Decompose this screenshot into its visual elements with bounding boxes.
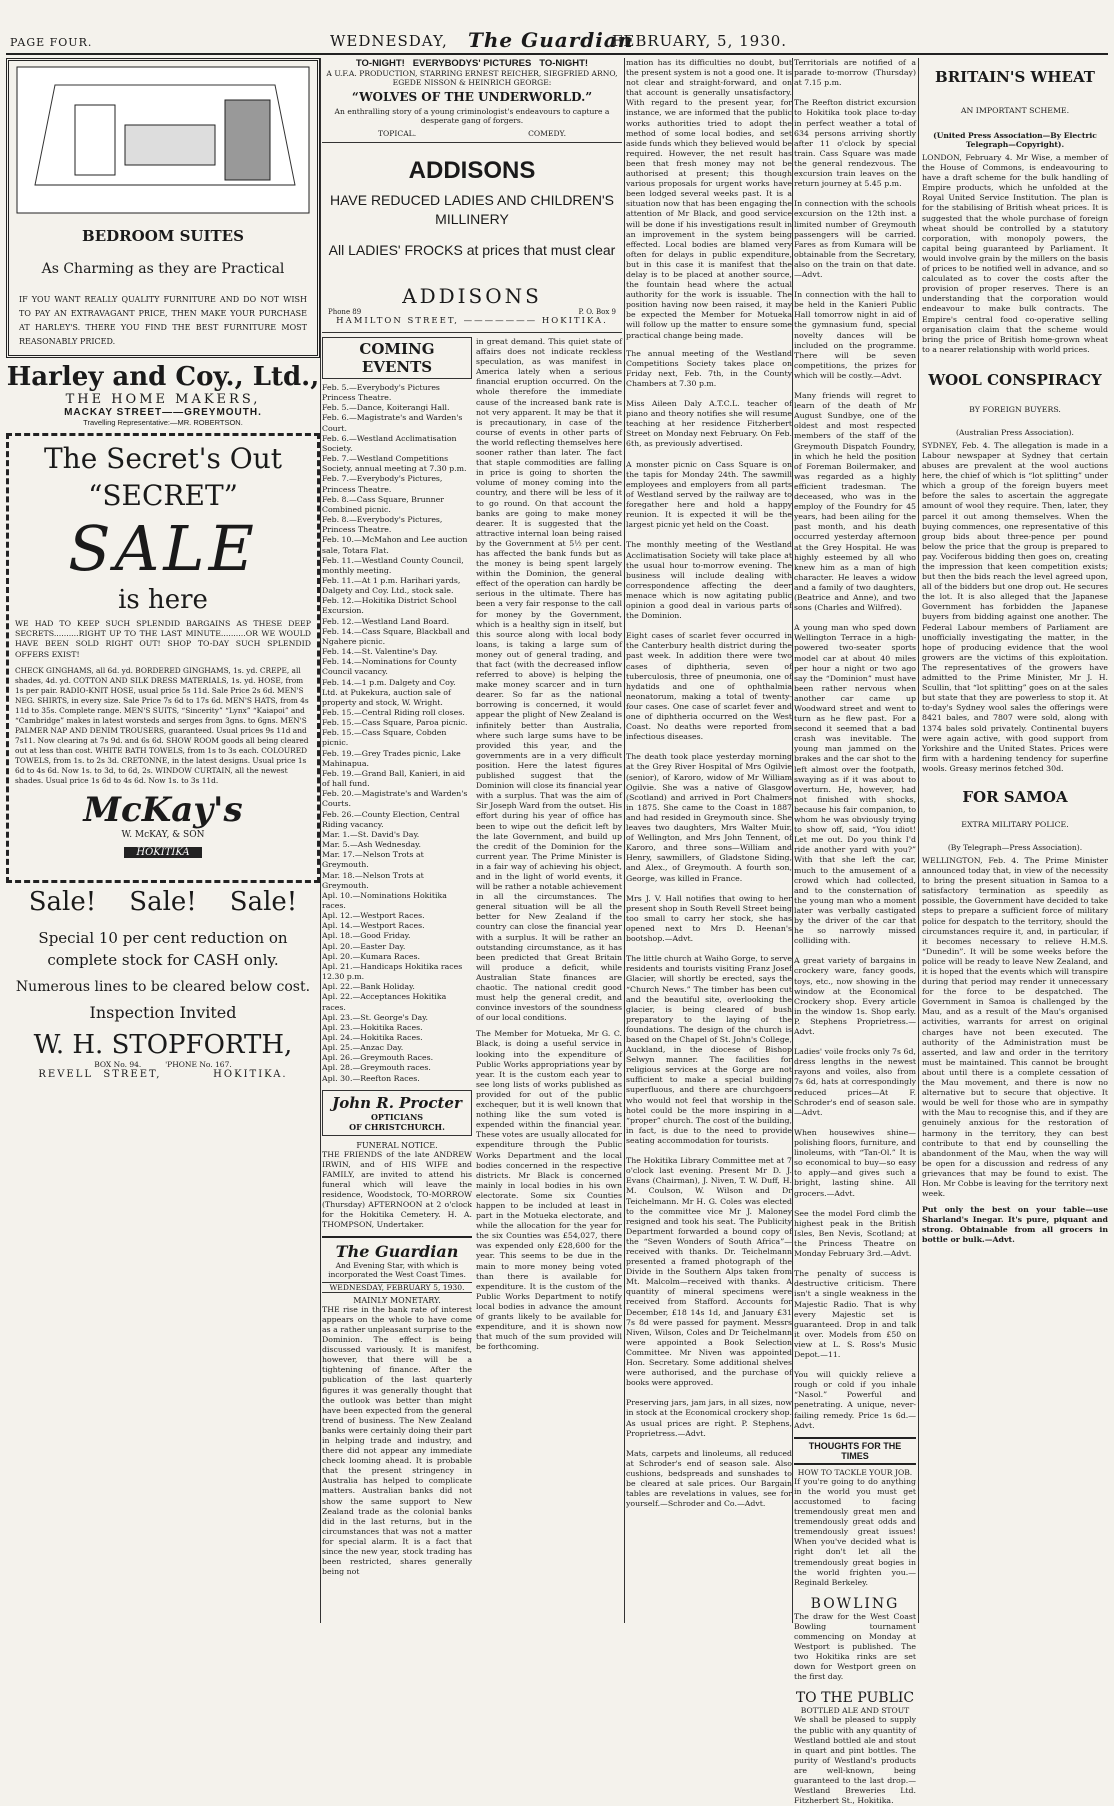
event-item: Feb. 15.—Cass Square, Cobden picnic.	[322, 728, 447, 748]
event-item: Apl. 22.—Acceptances Hokitika races.	[322, 992, 447, 1012]
event-item: Feb. 12.—Hokitika District School Excursion.	[322, 596, 457, 616]
masthead-title: The Guardian	[468, 28, 634, 52]
event-item: Feb. 15.—Central Riding roll closes.	[322, 708, 465, 717]
bowling-heading: BOWLING	[810, 1595, 900, 1612]
event-item: Feb. 14.—Cass Square, Blackball and Ngahere picnic.	[322, 626, 470, 646]
event-item: Feb. 10.—McMahon and Lee auction sale, Totara Flat.	[322, 535, 468, 555]
secret-heading: The Secret's Out	[43, 442, 283, 475]
bedroom-subtitle: As Charming as they are Practical	[41, 261, 285, 277]
event-item: Feb. 6.—Magistrate's and Warden's Court.	[322, 413, 463, 433]
guardian-sub: And Evening Star, with which is incorporated the West Coast Times.	[328, 1260, 466, 1279]
event-item: Feb. 5.—Everybody's Pictures Princess Theatre.	[322, 383, 440, 403]
event-item: Feb. 5.—Dance, Koiterangi Hall.	[322, 403, 450, 413]
page-number: PAGE FOUR.	[10, 36, 93, 49]
pictures-topical: TOPICAL.	[377, 129, 417, 138]
pictures-desc: An enthralling story of a young criminologist's endeavours to capture a desperate gang of forgers.	[334, 107, 610, 125]
editorial-column	[476, 337, 622, 1577]
harley-rep: Travelling Representative:—MR. ROBERTSON.	[83, 418, 243, 427]
column-2-lower	[322, 337, 622, 1577]
addisons-phone: Phone 89	[328, 308, 362, 316]
event-item: Feb. 26.—County Election, Central Riding vacancy.	[322, 809, 460, 829]
pictures-film: “WOLVES OF THE UNDERWORLD.”	[351, 90, 593, 104]
column-rule	[624, 58, 625, 1623]
thoughts-subheading: HOW TO TACKLE YOUR JOB.	[797, 1467, 913, 1477]
event-item: Feb. 20.—Magistrate's and Warden's Courts.	[322, 789, 468, 809]
event-item: Feb. 7.—Westland Competitions Society, annual meeting at 7.30 p.m.	[322, 454, 467, 474]
samoa-source: (By Telegraph—Press Association).	[947, 842, 1083, 852]
event-item: Apl. 25.—Anzac Day.	[322, 1043, 404, 1053]
pictures-production: A U.F.A. PRODUCTION, STARRING ERNEST REICHER, SIEGFRIED ARNO, EGEDE NISSON & HEINRICH GEORGE:	[326, 69, 618, 87]
events-column	[322, 337, 472, 1577]
thoughts-body: If you're going to do anything in the world you must get accustomed to facing tremendously great men and tremendously great odds and tremendously great issues! When you've decided what is right don't let all the tremendously great bogies in the world frighten you.—Reginald Berkeley.	[794, 1476, 916, 1587]
column-rule	[320, 58, 321, 1623]
event-item: Mar. 17.—Nelson Trots at Greymouth.	[322, 850, 424, 870]
bedroom-title: BEDROOM SUITES	[82, 227, 244, 245]
stopforth-address: BOX No. 94. 'PHONE No. 167.	[94, 1060, 232, 1069]
event-item: Mar. 18.—Nelson Trots at Greymouth.	[322, 870, 424, 890]
wheat-source: (United Press Association—By Electric Telegraph—Copyright).	[933, 131, 1097, 149]
column-2	[322, 58, 622, 1623]
bedroom-illustration	[15, 65, 311, 215]
event-item: Apl. 28.—Greymouth races.	[322, 1063, 431, 1073]
event-item: Feb. 11.—At 1 p.m. Harihari yards, Dalgety and Coy. Ltd., stock sale.	[322, 575, 461, 596]
harley-makers: THE HOME MAKERS,	[65, 392, 261, 407]
event-item: Apl. 23.—Hokitika Races.	[322, 1022, 423, 1032]
harley-street: MACKAY STREET——GREYMOUTH.	[64, 407, 262, 418]
public-body: We shall be pleased to supply the public with any quantity of Westland bottled ale and stout in quart and pint bottles. The purity of Westland's products are well-known, being guaranteed to the last drop.—Westland Breweries Ltd. Fitzherbert St., Hokitika.	[794, 1715, 916, 1806]
events-title: COMING EVENTS	[322, 337, 472, 379]
column-3-text: mation has its difficulties no doubt, but the present system is not a good one. It is not clear and straight-forward, and on that account is generally unsatisfactory. With regard to the present year, for instance, we are informed that the public works authorities tried to adopt the method of some local bodies, and set aside funds which they believed would be required. However, the net result has been that fresh money may not be authorised at present; this though various proposals for urgent works have been lodged several weeks past. It is a situation now that has been engaging the attention of Mr Black, and good service will be done if his investigations result in an improvement in the system being effected. Local bodies are blamed very often for delays in public expenditure, but in this case it is manifest that the delay is to be placed at another source, the fountain head where the actual authority for the work is issuable. The position having now been raised, it may be expected the Member for Motueka will follow up the matter to ensure some practical change being made.	[626, 58, 792, 340]
sharland-ad: Put only the best on your table—use Sharland's Inegar. It's pure, piquant and strong. Obtainable from all grocers in bottle or bulk.—Advt.	[922, 1205, 1108, 1245]
procter-name: John R. Procter	[332, 1093, 462, 1112]
column-4-news: Territorials are notified of a parade to-morrow (Thursday) at 7.15 p.m. The Reefton district excursion to Hokitika took place to-day in perfect weather a total of 634 persons arriving shortly after 11 o'clock by special train. Cass Square was made the general rendezvous. The excursion train leaves on the return journey at 5.45 p.m. In connection with the schools excursion on the 12th inst. a limited number of Greymouth passengers will be carried. Fares as from Kumara will be obtainable from the Secretary, also on the train on that date.—Advt. In connection with the hall to be held in the Kanieri Public Hall tomorrow night in aid of the gymnasium fund, special novelty dances will be included on the programme. There will be seven competitions, the prizes for which will be costly.—Advt. Many friends will regret to learn of the death of Mr August Sundbye, one of the oldest and most respected members of the staff of the Greymouth Dispatch Foundry, in which he held the position of Foreman Boilermaker, and was regarded as a highly efficient tradesman. The deceased, who was in the employ of the Foundry for 45 years, had been ailing for the past month, and his death occurred yesterday afternoon at the Grey Hospital. He was highly esteemed by all who knew him as a man of high character. He leaves a widow and a family of two daughters, (Beatrice and Anne), and two sons (Charles and Wilfred). A young man who sped down Wellington Terrace in a high-powered two-seater sports model car at about 40 miles per hour a night or two ago say the “Dominion” must have been rather nervous when another car came up Woodward street and went to turn as he flew past. For a second it seemed that a bad crash was inevitable. The young man jammed on the brakes and the car shot to the left almost over the footpath, swaying as if it was about to overturn. He, however, had not finished with shocks, because his fair companion, to whom he was obviously trying to show off, said, “You idiot! Let me out. Do you think I'd ride another yard with you?” With that she left the car, much to the amusement of a crowd which had collected, and to the consternation of the young man who a moment later was verbally castigated by the driver of the car that he so narrowly missed colliding with. A great variety of bargains in crockery ware, fancy goods, toys, etc., now showing in the window at the Economical Crockery shop. Every article in the window 1s. Shop early. P. Stephens Proprietress.—Advt. Ladies' voile frocks only 7s 6d, dress lengths in the newest rayons and voiles, also from 7s 6d, hats at correspondingly reduced prices—At F. Schroder's end of season sale.—Advt. When housewives shine—polishing floors, furniture, and linoleums, with “Tan-Ol.” It is so economical to buy—so easy to apply—and gives such a bright, lasting shine. All grocers.—Advt. See the model Ford climb the highest peak in the British Isles, Ben Nevis, Scotland; at the Princess Theatre on Monday February 3rd.—Advt. The penalty of success is destructive criticism. There isn't a single weakness in the Majestic Radio. That is why every Majestic set is guaranteed. Drop in and talk it over. Models from £50 on view at L. S. Ross's Music Depot.—11. You will quickly relieve a rough or cold if you inhale “Nasol.” Powerful and penetrating. A unique, never-failing remedy. Price 1s 6d.—Advt.	[794, 58, 916, 1430]
masthead-day: WEDNESDAY,	[330, 32, 448, 50]
stopforth-street: REVELL STREET, HOKITIKA.	[38, 1069, 288, 1080]
event-item: Apl. 20.—Easter Day.	[322, 941, 406, 951]
thoughts-heading: THOUGHTS FOR THE TIMES	[794, 1437, 916, 1465]
stopforth-invite: Inspection Invited	[89, 1003, 237, 1022]
stopforth-offer: Special 10 per cent reduction on complete stock for CASH only.	[38, 929, 288, 969]
event-item: Apl. 24.—Hokitika Races.	[322, 1033, 423, 1042]
bedroom-body: IF YOU WANT REALLY QUALITY FURNITURE AND DO NOT WISH TO PAY AN EXTRAVAGANT PRICE, THEN MAKE YOUR PURCHASE AT HARLEY'S. THERE YOU FIND THE BEST FURNITURE MOST REASONABLY PRICED.	[19, 295, 307, 346]
sale-script: SALE	[68, 512, 258, 585]
wheat-body: LONDON, February 4. Mr Wise, a member of the House of Commons, is endeavouring to have a draft scheme for the bulk handling of Empire products, which he unfolded at the Royal United Service Institution. The plan is for the stabilising of British wheat prices. It is suggested that the whole purchase of foreign wheat should be controlled by a statutory corporation, with monopoly powers, the capital being guaranteed by Parliament. It would involve grain by the millers on the basis of prices to be notified well in advance, and so calculated as to cover the costs after the provision of proper reserves. There is an understanding that the corporation would endeavour to make bulk contracts. The Empire's central food co-operative selling organisation claim that the scheme would bring the price of British home-grown wheat to a nearer relationship with world prices.	[922, 153, 1108, 354]
column-rule	[918, 58, 919, 1623]
addisons-contact	[322, 308, 622, 316]
addisons-box: P. O. Box 9	[578, 308, 616, 316]
guardian-editorial	[322, 1236, 472, 1305]
procter-opticians: OPTICIANS	[370, 1111, 424, 1122]
wheat-subheading: AN IMPORTANT SCHEME.	[960, 106, 1070, 115]
event-item: Feb. 8.—Everybody's Pictures, Princess Theatre.	[322, 515, 443, 535]
local-news: The annual meeting of the Westland Competitions Society takes place on Friday next, Feb. 7th, in the County Chambers at 7.30 p.m. Miss Aileen Daly A.T.C.L. teacher of piano and theory notifies she will resume teaching at her residence Fitzherbert Street on Monday next February. On Feb. 6th, as previously advertised. A monster picnic on Cass Square is on the tapis for Monday 24th. The sawmill employees and employers from all parts of Westland served by the railway are to foregather here and hold a happy reunion. It is expected it will be the largest picnic yet held on the Coast. The monthly meeting of the Westland Acclimatisation Society will take place at the usual hour to-morrow evening. The business will include dealing with correspondence affecting the deer menace which is now agitating public opinion a good deal in various parts of the Dominion. Eight cases of scarlet fever occurred in the Canterbury health district during the past week. In addition there were two cases of diphtheria, seven of tuberculosis, three of pneumonia, one of hydatids and one of ophthalmia neonatorum, making a total of twenty-four cases. One case of scarlet fever and one of diphtheria occurred on the West Coast. No deaths were reported from infectious diseases. The death took place yesterday morning at the Grey River Hospital of Mrs Ogilvie (senior), of Karoro, widow of Mr William Ogilvie. She was a native of Glasgow (Scotland) and arrived in Port Chalmers in 1875. She came to the Coast in 1887 and had resided in Greymouth since. She leaves two daughters, Mrs Walter Muir, of Wellington, and Mrs John Tennent, of Karoro, and three sons—William and Henry, sawmillers, of Gladstone Siding, and Alex., of Greymouth. A fourth son, George, was killed in France. Mrs J. V. Hall notifies that owing to her present shop in South Revell Street being too small to carry her stock, she has opened next to Mrs D. Heenan's bootshop.—Advt. The little church at Waiho Gorge, to serve residents and tourists visiting Franz Josef Glacier, will shortly be erected, says the “Church News.” The timber has been cut and the beautiful site, overlooking the glacier, is being cleared of bush preparatory to the laying of the foundations. The design of the church is based on the Chapel of St. John's College, Auckland, in the diocese of Bishop Selwyn manner. The facilities for religious services at the Gorge are not sufficient to make a special building superfluous, and there are churchgoers who would not feel that worship in the hotel could be the more inspiring in a “proper” church. The cost of the building, in fact, is due to the need to provide seating accommodation for tourists. The Hokitika Library Committee met at 7 o'clock last evening. Present Mr D. J. Evans (Chairman), J. Niven, T. W. Duff, H. M. Coulson, W. Wilson and Dr Teichelmann. Mr H. G. Coles was elected to the committee vice Mr J. Maloney resigned and took his seat. The Publicity Department forwarded a bound copy of the “Seven Wonders of South Africa”—received with thanks. Dr. Teichelmann presented a framed photograph of the Divide in the Southern Alps taken from Mt. Malcolm—received with thanks. A quantity of mineral specimens were received from Stafford. Accounts for December, £18 14s 1d, and January £31 7s 8d were passed for payment. Messrs Niven, Wilson, Coles and Dr Teichelmann were appointed a Book Selection Committee. Mr Niven was appointed Hon. Secretary. Some additional shelves were authorised, and the purchase of books were approved. Preserving jars, jam jars, in all sizes, now in stock at the Economical crockery shop. As usual prices are right. P. Stephens, Proprietress.—Advt. Mats, carpets and linoleums, all reduced at Schroder's end of season sale. Also cushions, bedspreads and sunshades to be cleared at sale prices. Our Bargain tables are revelations in values, see for yourself.—Schroder and Co.—Advt.	[626, 348, 792, 1509]
pictures-top: TO-NIGHT! EVERYBODYS' PICTURES TO-NIGHT!	[355, 58, 589, 69]
wool-subheading: BY FOREIGN BUYERS.	[969, 404, 1061, 414]
event-item: Feb. 7.—Everybody's Pictures, Princess Theatre.	[322, 474, 443, 494]
wool-heading: WOOL CONSPIRACY	[928, 370, 1102, 389]
secret-intro: WE HAD TO KEEP SUCH SPLENDID BARGAINS AS THESE DEEP SECRETS..........RIGHT UP TO THE LAST MINUTE..........OR WE WOULD HAVE BEEN SOLD RIGHT OUT! SHOP TO-DAY SUCH SPLENDID OFFERS EXIST!	[15, 619, 311, 659]
editorial-continued: in great demand. This quiet state of affairs does not indicate reckless speculation, as was manifest in America lately when a serious financial eruption occurred. On the whole therefore the immediate cause of the increased bank rate is not very apparent. It may be that it is precautionary, in case of the course of events in other parts of the world reflecting themselves here sooner rather than later. The fact that staple commodities are falling in price is going to shorten the volume of money coming into the country, and there will be less of it to go round. On that account the banks are going to make money dearer. It is suggested that the attractive internal loan being raised by the Government at 5½ per cent. has affected the bank funds but as the money is being spent largely within the Dominion, the general effect of the operation can hardly be serious in the ultimate. There has been a very fair response to the call for money by the Government, which is a healthy sign in itself, but this source along with local body loans, is taking a large sum of money out of general trading, and that fact (with the decreased inflow referred to above) is helping the make money scarcer and in turn dearer. So far as the national borrowing is concerned, it would appear the plight of New Zealand is infinitely better than Australia, where such large sums have to be provided this year, and the governments are in a very difficult position. Here the latest figures published suggest that the Dominion will close its financial year with a surplus. That was the aim of Sir Joseph Ward from the outset. His effort during his year of office has been to wipe out the deficit left by the late Government, and build up the credit of the Dominion for the current year. The Prime Minister is in a fair way of achieving his object, and in the light of world events, it will be rather a notable achievement in all the circumstances. The general situation will be all the better for New Zealand if the country can close the financial year with a surplus. It will be rather an outstanding circumstance, as it has been predicted that Great Britain will produce a deficit, while Australian State finances are chaotic. The national credit good must help the general credit, and convince investors of the soundness of our local conditions.	[476, 337, 622, 1023]
secret-list: CHECK GINGHAMS, all 6d. yd. BORDERED GINGHAMS, 1s. yd. CREPE, all shades, 4d. yd. COTTON AND SILK DRESS MATERIALS, 1s. yd. HOSE, from 1s per pair. RADIO-KNIT HOSE, usual price 5s 11d. Sale Price 2s 6d. MEN'S NEG. SHIRTS, in every size. Sale Price 7s 6d to 17s 6d. MEN'S HATS, from 4s 11d to 35s. Complete range. MEN'S SUITS, “Sincerity” “Lynx” “Kaiapoi” and “Cambridge” makes in latest worsteds and serges from 3gns. to 6gns. MEN'S PALMER NAP AND DENIM TROUSERS, guaranteed. Usual prices 9s 11d and 7s11. Now clearing at 7s 9d. and 6s 6d. SHOW ROOM goods all being cleared out at less than cost. WHITE BATH TOWELS, from 1s to 3s each. COLOURED TOWELS, from 1s. to 2s 3d. CRETONNE, in the latest designs. Usual price 1s 6d to 4s 6d. Now 1s. to 3d, to 6d, 2s. WINDOW CURTAIN, all the newest shades. Usual price 1s 6d to 4s 6d. Now 1s. to 3s 11d.	[15, 665, 309, 785]
wool-body: SYDNEY, Feb. 4. The allegation is made in a Labour newspaper at Sydney that certain abuses are prevalent at the wool auctions here, the chief of which is “lot splitting” under which a group of the foreign buyers meet before the sales to ascertain the aggregate amount of wool they require. Then, later, they parcel it out among themselves. When the buying commences, one representative of this group bids about three-pence per pound below the price that the group is prepared to pay. Vociferous bidding then goes on, creating the impression that keen competition exists; but then the bids reach the level agreed upon, all of the bidders but one drop out. He secures the lot. It is also alleged that the Japanese Government has forbidden the Japanese buyers from bidding against one another. The Federal Labour members of Parliament are unofficially investigating the matter, in the hope of producing evidence that the wool growers are the victims of this exploitation. The representatives of the growers have admitted to the Prime Minister, Mr J. H. Scullin, that “lot splitting” goes on at the sales but state that they are powerless to stop it. At to-day's Sydney wool sales the offerings were 8421 bales, and 7807 were sold, along with 1374 bales sold privately. Continental buyers were again active, with good support from Yorkshire and the United States. Prices were firm with a hardening tendency for superfine wools. Greasy merinos fetched 30d.	[922, 440, 1108, 773]
event-item: Feb. 12.—Westland Land Board.	[322, 616, 450, 626]
stopforth-firm: W. H. STOPFORTH,	[33, 1030, 293, 1060]
secret-quote: “SECRET”	[88, 479, 238, 512]
bowling-body: The draw for the West Coast Bowling tournament commencing on Monday at Westport is published. The two Hokitika rinks are set down for Westport green on the first day.	[794, 1611, 916, 1682]
funeral-notice: THE FRIENDS of the late ANDREW IRWIN, and of HIS WIFE and FAMILY, are invited to attend his funeral which will leave the residence, Woodstock, TO-MORROW (Thursday) AFTERNOON at 2 o'clock for the Hokitika Cemetery. H. A. THOMPSON, Undertaker.	[322, 1149, 472, 1229]
addisons-street: HAMILTON STREET, ——————— HOKITIKA.	[336, 316, 608, 326]
harley-ad	[6, 362, 320, 427]
mckays-town: HOKITIKA	[124, 847, 201, 858]
editorial-heading: MAINLY MONETARY.	[353, 1295, 441, 1305]
event-item: Feb. 19.—Grand Ball, Kanieri, in aid of hall fund.	[322, 768, 466, 789]
motueka-article: The Member for Motueka, Mr G. C. Black, is doing a useful service in looking into the expenditure of Public Works appropriations year by year. It is the custom each year to see long lists of works published as provided for out of the public exchequer, but it is well known that nothing like the sum voted is expended within the financial year. These votes are usually allocated for expenditure through the Public Works Department and the local bodies concerned in the respective districts. Mr Black is concerned mainly in local bodies in his own electorate. Some six Counties happen to be included at least in part in the Motueka electorate, and while the allocation for the year for the six Counties was £54,027, there was expended only £28,600 for the year. This seems to be due in the main to more money being voted than there is available for expenditure. It is the custom of the Public Works Department to notify local bodies in advance the amount of grants likely to be available for expenditure, and it is shown now that much of the sum provided will be forthcoming.	[476, 1029, 622, 1352]
sale-banner: Sale! Sale! Sale!	[28, 887, 298, 917]
stopforth-lines: Numerous lines to be cleared below cost.	[15, 979, 311, 995]
column-rule	[792, 58, 793, 1623]
event-item: Apl. 30.—Reefton Races.	[322, 1073, 420, 1083]
guardian-dateline: WEDNESDAY, FEBRUARY 5, 1930.	[322, 1282, 472, 1293]
samoa-heading: FOR SAMOA	[962, 787, 1068, 806]
event-item: Apl. 18.—Good Friday.	[322, 931, 411, 941]
procter-ad	[322, 1090, 472, 1136]
samoa-body: WELLINGTON, Feb. 4. The Prime Minister announced today that, in view of the necessity to bring the present situation in Samoa to a satisfactory termination as speedily as possible, the Government have decided to take steps to prepare a sufficient force of military police for despatch to the territory, should the circumstances require it, and, in particular, if it becomes necessary to relieve H.M.S. “Dunedin”. It will be some weeks before the police will be ready to leave New Zealand, and it is hoped that the events which will transpire during that period may render it unnecessary for the force to be despatched. The Government in Samoa is challenged by the Mau, and as a result of the Mau's organised activities, warrants for arrest on original charges have not been executed. The authority of the Administration must be asserted, and law and order in the territory must be maintained. This cannot be brought about until there is a complete cessation of the Mau movement, and there is now no alternative but to secure that objective. It would be well for those who are in sympathy with the Mau to recognise this, and if they are genuinely anxious for the restoration of harmony in the territory, they can best contribute to that end by counselling the abandonment of the Mau, when the way will be open for a discussion and redress of any grievances that may be found to exist. The Hon. Mr Cobbe is leaving for the territory next week.	[922, 855, 1108, 1199]
event-item: Feb. 14.—Nominations for County Council vacancy.	[322, 657, 457, 677]
wheat-heading: BRITAIN'S WHEAT	[935, 68, 1095, 86]
events-list	[322, 383, 472, 1084]
pictures-comedy: COMEDY.	[528, 129, 566, 138]
pictures-extras	[322, 129, 622, 138]
event-item: Feb. 14.—1 p.m. Dalgety and Coy. Ltd. at Pukekura, auction sale of property and stock, W. Wright.	[322, 677, 456, 707]
masthead-rule	[6, 53, 1108, 55]
column-4	[794, 58, 916, 1806]
column-1	[6, 58, 320, 1623]
event-item: Apl. 22.—Bank Holiday.	[322, 982, 415, 992]
is-here: is here	[118, 585, 208, 615]
mckays-logo: McKay's	[83, 789, 243, 830]
event-item: Feb. 19.—Grey Trades picnic, Lake Mahinapua.	[322, 748, 461, 768]
addisons-millinery: HAVE REDUCED LADIES AND CHILDREN'S MILLINERY	[329, 192, 615, 227]
public-subheading: BOTTLED ALE AND STOUT	[800, 1706, 910, 1716]
event-item: Apl. 12.—Westport Races.	[322, 911, 425, 921]
secret-sale-ad	[6, 433, 320, 883]
addisons-name: ADDISONS	[402, 284, 542, 308]
masthead	[0, 0, 1114, 52]
addisons-frocks: All LADIES' FROCKS at prices that must clear	[328, 242, 616, 258]
stopforth-ad	[6, 887, 320, 1080]
procter-city: OF CHRISTCHURCH.	[349, 1121, 445, 1132]
event-item: Apl. 21.—Handicaps Hokitika races 12.30 p.m.	[322, 961, 463, 982]
column-3	[626, 58, 792, 1623]
event-item: Feb. 15.—Cass Square, Paroa picnic.	[322, 718, 468, 728]
harley-firm: Harley and Coy., Ltd.,	[6, 362, 320, 392]
event-item: Apl. 14.—Westport Races.	[322, 921, 425, 931]
column-5	[922, 58, 1108, 1623]
funeral-heading: FUNERAL NOTICE.	[356, 1140, 438, 1150]
event-item: Mar. 5.—Ash Wednesday.	[322, 840, 421, 850]
event-item: Apl. 26.—Greymouth Races.	[322, 1053, 434, 1063]
event-item: Feb. 11.—Westland County Council, monthly meeting.	[322, 555, 464, 575]
event-item: Apl. 10.—Nominations Hokitika races.	[322, 890, 447, 910]
editorial-body: THE rise in the bank rate of interest appears on the whole to have come as a rather unpleasant surprise to the Dominion. The effect is being discussed variously. It is manifest, however, that there will be a tightening of finance. After the publication of the last quarterly figures it was generally thought that the outlook was better than might have been expected from the general trend of business. The New Zealand banks were certainly doing their part in helping trade and industry, and there did not appear any immediate check looming ahead. It is probable that the present stringency in Australia has helped to complicate matters. Australian banks did not show the same support to New Zealand trade as the colonial banks did in the last returns, but in the circumstances that was not a matter for special alarm. It is a fact that since the new year, stock trading has been restricted, shares generally being not	[322, 1304, 472, 1577]
event-item: Feb. 14.—St. Valentine's Day.	[322, 647, 438, 657]
wool-source: (Australian Press Association).	[956, 427, 1074, 437]
addisons-ad	[322, 143, 622, 333]
bedroom-suites-ad	[6, 58, 320, 358]
masthead-date: FEBRUARY, 5, 1930.	[612, 32, 788, 50]
pictures-ad	[322, 58, 622, 143]
event-item: Mar. 1.—St. David's Day.	[322, 829, 420, 839]
addisons-heading: ADDISONS	[408, 157, 536, 184]
event-item: Feb. 6.—Westland Acclimatisation Society.	[322, 433, 457, 453]
samoa-subheading: EXTRA MILITARY POLICE.	[961, 819, 1069, 829]
event-item: Feb. 8.—Cass Square, Brunner Combined picnic.	[322, 494, 445, 514]
event-item: Apl. 20.—Kumara Races.	[322, 951, 420, 961]
public-heading: TO THE PUBLIC	[795, 1690, 915, 1707]
event-item: Apl. 23.—St. George's Day.	[322, 1012, 428, 1022]
mckays-sub: W. McKAY, & SON	[121, 829, 205, 840]
guardian-title: The Guardian	[335, 1241, 459, 1261]
